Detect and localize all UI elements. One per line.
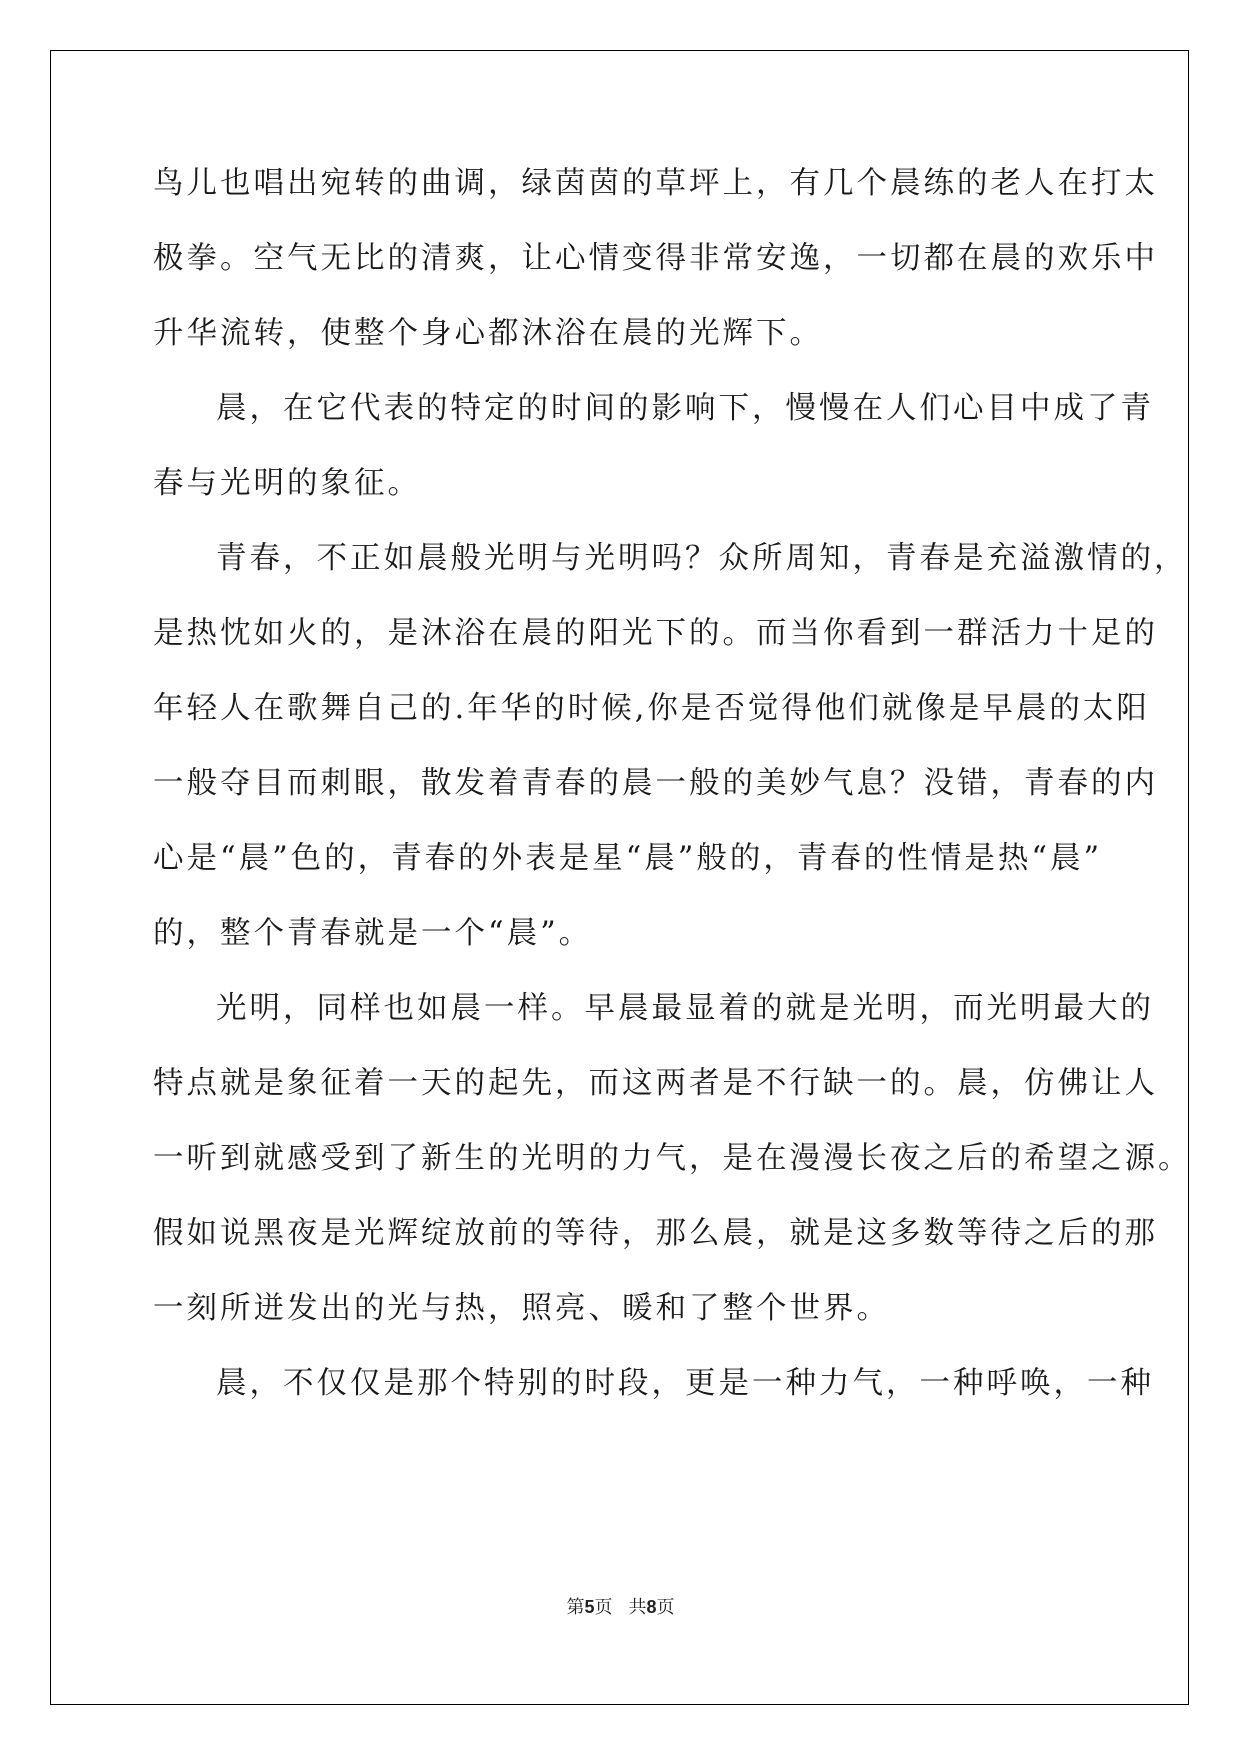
text-line: 极拳。空气无比的清爽，让心情变得非常安逸，一切都在晨的欢乐中 [153, 241, 1158, 276]
text-line: 晨，在它代表的特定的时间的影响下，慢慢在人们心目中成了青 [216, 391, 1154, 426]
text-line: 特点就是象征着一天的起先，而这两者是不行缺一的。晨，仿佛让人 [153, 1066, 1158, 1101]
page-prefix: 第 [566, 1597, 585, 1618]
document-body [153, 159, 1192, 1434]
text-line: 一听到就感受到了新生的光明的力气，是在漫漫长夜之后的希望之源。 [153, 1141, 1192, 1176]
text-line: 升华流转，使整个身心都沐浴在晨的光辉下。 [153, 316, 823, 351]
text-line: 晨，不仅仅是那个特别的时段，更是一种力气，一种呼唤，一种 [216, 1366, 1154, 1401]
page-footer [0, 1595, 1241, 1620]
text-line: 假如说黑夜是光辉绽放前的等待，那么晨，就是这多数等待之后的那 [153, 1216, 1158, 1251]
total-pages: 8 [646, 1597, 657, 1617]
total-suffix: 页 [656, 1597, 675, 1618]
page-suffix: 页 [594, 1597, 613, 1618]
text-line: 是热忱如火的，是沐浴在晨的阳光下的。而当你看到一群活力十足的 [153, 616, 1158, 651]
text-line: 一般夺目而刺眼，散发着青春的晨一般的美妙气息？没错，青春的内 [153, 766, 1158, 801]
text-line: 鸟儿也唱出宛转的曲调，绿茵茵的草坪上，有几个晨练的老人在打太 [153, 166, 1158, 201]
text-line: 光明，同样也如晨一样。早晨最显着的就是光明，而光明最大的 [216, 991, 1154, 1026]
page-number: 5 [584, 1597, 595, 1617]
text-line: 的，整个青春就是一个“晨”。 [153, 916, 593, 951]
text-line: 一刻所迸发出的光与热，照亮、暖和了整个世界。 [153, 1291, 890, 1326]
text-line: 春与光明的象征。 [153, 466, 421, 501]
text-line: 年轻人在歌舞自己的.年华的时候,你是否觉得他们就像是早晨的太阳 [153, 691, 1150, 726]
text-line: 心是“晨”色的，青春的外表是星“晨”般的，青春的性情是热“晨” [153, 841, 1103, 876]
text-line: 青春，不正如晨般光明与光明吗？众所周知，青春是充溢激情的， [216, 541, 1188, 576]
total-prefix: 共 [628, 1597, 647, 1618]
